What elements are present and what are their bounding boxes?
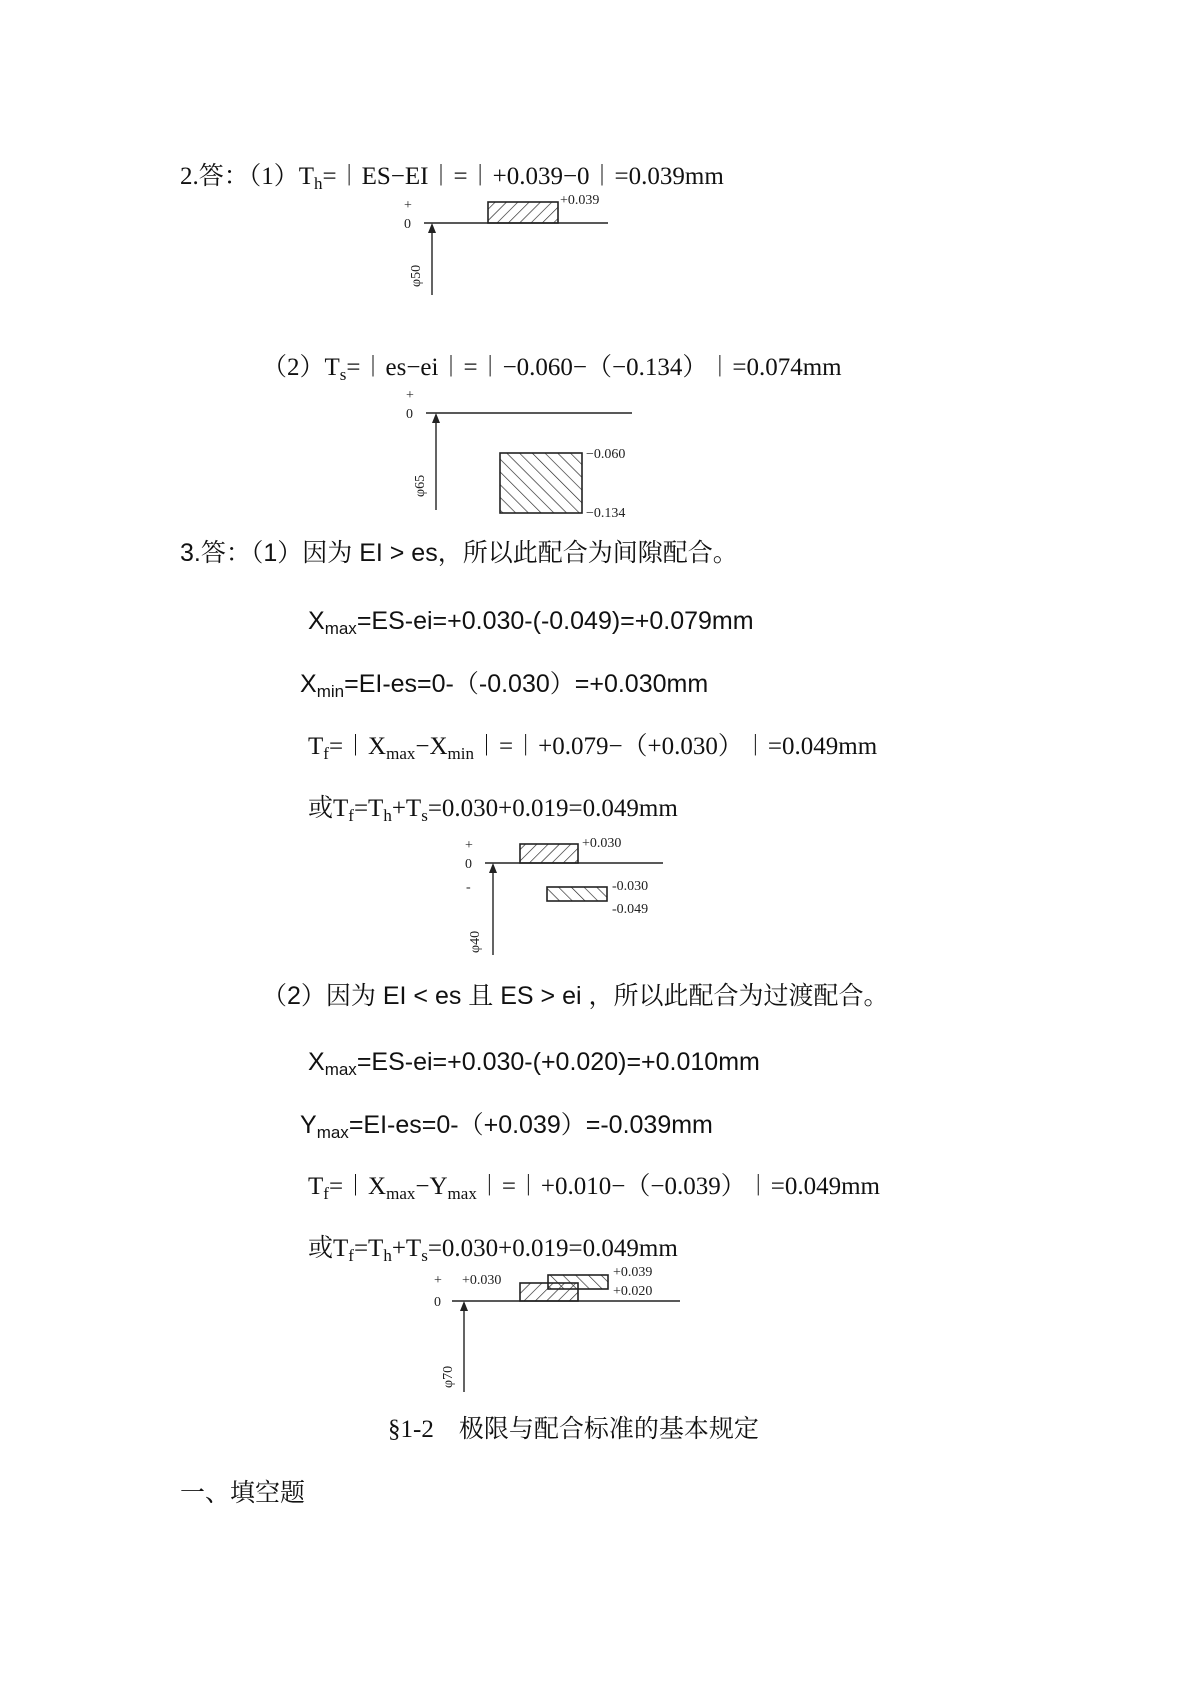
alt-1-sub-h: h (383, 806, 392, 825)
fig3-plus-label: + (465, 838, 473, 853)
q3-part-1-statement: 3.答：（1）因为 EI > es，所以此配合为间隙配合。 (180, 539, 738, 567)
tolerance-diagram-2 (400, 385, 660, 525)
alt-2-sub-s: s (421, 1246, 428, 1265)
alt-2-part-2: +T (391, 1235, 422, 1262)
fig1-diameter-label: φ50 (409, 264, 424, 287)
alt-1-part-2: +T (391, 795, 422, 822)
alt-1-result: =0.030+0.019=0.049mm (427, 795, 678, 822)
q3-xmin-1 (300, 668, 708, 700)
alt-1-sub-s: s (421, 806, 428, 825)
alt-1-sub-f: f (348, 806, 354, 825)
alt-2-sub-h: h (383, 1246, 392, 1265)
q3-part-2-statement: （2）因为 EI < es 且 ES > ei ，所以此配合为过渡配合。 (262, 982, 889, 1010)
q2-line-2-rest: =︱es−ei︱=︱−0.060−（−0.134）︱=0.074mm (346, 354, 842, 381)
ymax-2-symbol: Y (300, 1111, 317, 1139)
fig2-lower-deviation: −0.134 (586, 506, 626, 521)
alt-2-result: =0.030+0.019=0.049mm (427, 1235, 678, 1262)
q3-tf-1 (308, 731, 877, 763)
fig4-shaft-lower: +0.020 (613, 1284, 653, 1299)
tolerance-diagram-3 (455, 835, 685, 970)
xmax-1-sub: max (324, 619, 357, 638)
tf-1-part: =︱X (328, 733, 387, 760)
fig3-minus-label: - (466, 880, 471, 895)
alt-2-sub-f: f (348, 1246, 354, 1265)
alt-1-part: =T (353, 795, 384, 822)
q3-tf-2 (308, 1171, 880, 1203)
fig1-zero-label: 0 (404, 217, 411, 232)
q2-line-2-sub: s (339, 365, 347, 384)
q3-alt-2 (308, 1233, 678, 1265)
fig4-arrowhead (460, 1301, 468, 1311)
fill-in-heading: 一、填空题 (180, 1480, 306, 1507)
fig4-diameter-label: φ70 (441, 1365, 456, 1388)
tf-1-result: ︱=︱+0.079−（+0.030）︱=0.049mm (474, 733, 878, 760)
xmax-2-symbol: X (308, 1048, 325, 1076)
tf-2-part: =︱X (328, 1173, 387, 1200)
tf-1-sub-max: max (386, 744, 416, 763)
fig1-plus-label: + (404, 198, 412, 213)
fig3-shaft-lower: -0.049 (612, 902, 649, 917)
xmax-2-formula: =ES-ei=+0.030-(+0.020)=+0.010mm (356, 1048, 760, 1076)
xmax-1-symbol: X (308, 607, 325, 635)
q3-xmax-2 (308, 1046, 760, 1078)
xmin-1-formula: =EI-es=0-（-0.030）=+0.030mm (344, 670, 709, 698)
tf-2-part-2: −Y (415, 1173, 448, 1200)
q3-ymax-2 (300, 1109, 713, 1141)
tf-1-symbol: T (308, 733, 324, 760)
tf-2-sub: f (323, 1184, 329, 1203)
fig4-zero-label: 0 (434, 1295, 441, 1310)
ymax-2-sub: max (316, 1123, 349, 1142)
ymax-2-formula: =EI-es=0-（+0.039）=-0.039mm (348, 1111, 713, 1139)
fig3-zero-label: 0 (465, 857, 472, 872)
section-title: §1-2 极限与配合标准的基本规定 (388, 1416, 759, 1443)
tf-1-sub-min: min (447, 744, 474, 763)
alt-2-part: =T (353, 1235, 384, 1262)
q2-line-2 (262, 352, 842, 384)
q2-line-1-prefix: 2.答：（1）T (180, 163, 315, 190)
fig1-upper-deviation: +0.039 (560, 193, 600, 208)
fig1-hole-zone (488, 202, 558, 223)
q3-alt-1 (308, 793, 678, 825)
q2-line-1-sub: h (314, 174, 323, 193)
fig2-diameter-label: φ65 (413, 474, 428, 497)
fig2-plus-label: + (406, 388, 414, 403)
xmin-1-symbol: X (300, 670, 317, 698)
alt-2-symbol: 或T (308, 1235, 349, 1262)
tf-1-sub: f (323, 744, 329, 763)
fig4-shaft-upper: +0.039 (613, 1265, 653, 1280)
tf-2-symbol: T (308, 1173, 324, 1200)
fig3-shaft-upper: -0.030 (612, 879, 649, 894)
fig4-plus-label: + (434, 1273, 442, 1288)
fig3-arrowhead (489, 863, 497, 873)
q2-line-2-prefix: （2）T (262, 354, 340, 381)
fig2-upper-deviation: −0.060 (586, 447, 626, 462)
fig2-shaft-zone (500, 453, 582, 513)
alt-1-symbol: 或T (308, 795, 349, 822)
tolerance-diagram-1 (400, 195, 620, 305)
fig2-zero-label: 0 (406, 407, 413, 422)
tolerance-diagram-4 (430, 1265, 690, 1400)
xmax-2-sub: max (324, 1060, 357, 1079)
xmax-1-formula: =ES-ei=+0.030-(-0.049)=+0.079mm (356, 607, 754, 635)
fig3-hole-upper: +0.030 (582, 836, 622, 851)
fig3-shaft-zone (547, 887, 607, 901)
fig1-arrowhead (428, 223, 436, 233)
q3-xmax-1 (308, 605, 754, 637)
fig4-shaft-zone (548, 1275, 608, 1289)
fig3-diameter-label: φ40 (468, 930, 483, 953)
fig4-hole-upper: +0.030 (462, 1273, 502, 1288)
q2-line-1-rest: =︱ES−EI︱=︱+0.039−0︱=0.039mm (322, 163, 724, 190)
xmin-1-sub: min (316, 682, 345, 701)
q2-line-1 (180, 161, 724, 193)
tf-2-sub-max: max (386, 1184, 416, 1203)
tf-2-result: ︱=︱+0.010−（−0.039）︱=0.049mm (476, 1173, 880, 1200)
fig3-hole-zone (520, 844, 578, 863)
fig2-arrowhead (432, 413, 440, 423)
tf-1-part-2: −X (415, 733, 448, 760)
tf-2-sub-max-2: max (447, 1184, 477, 1203)
